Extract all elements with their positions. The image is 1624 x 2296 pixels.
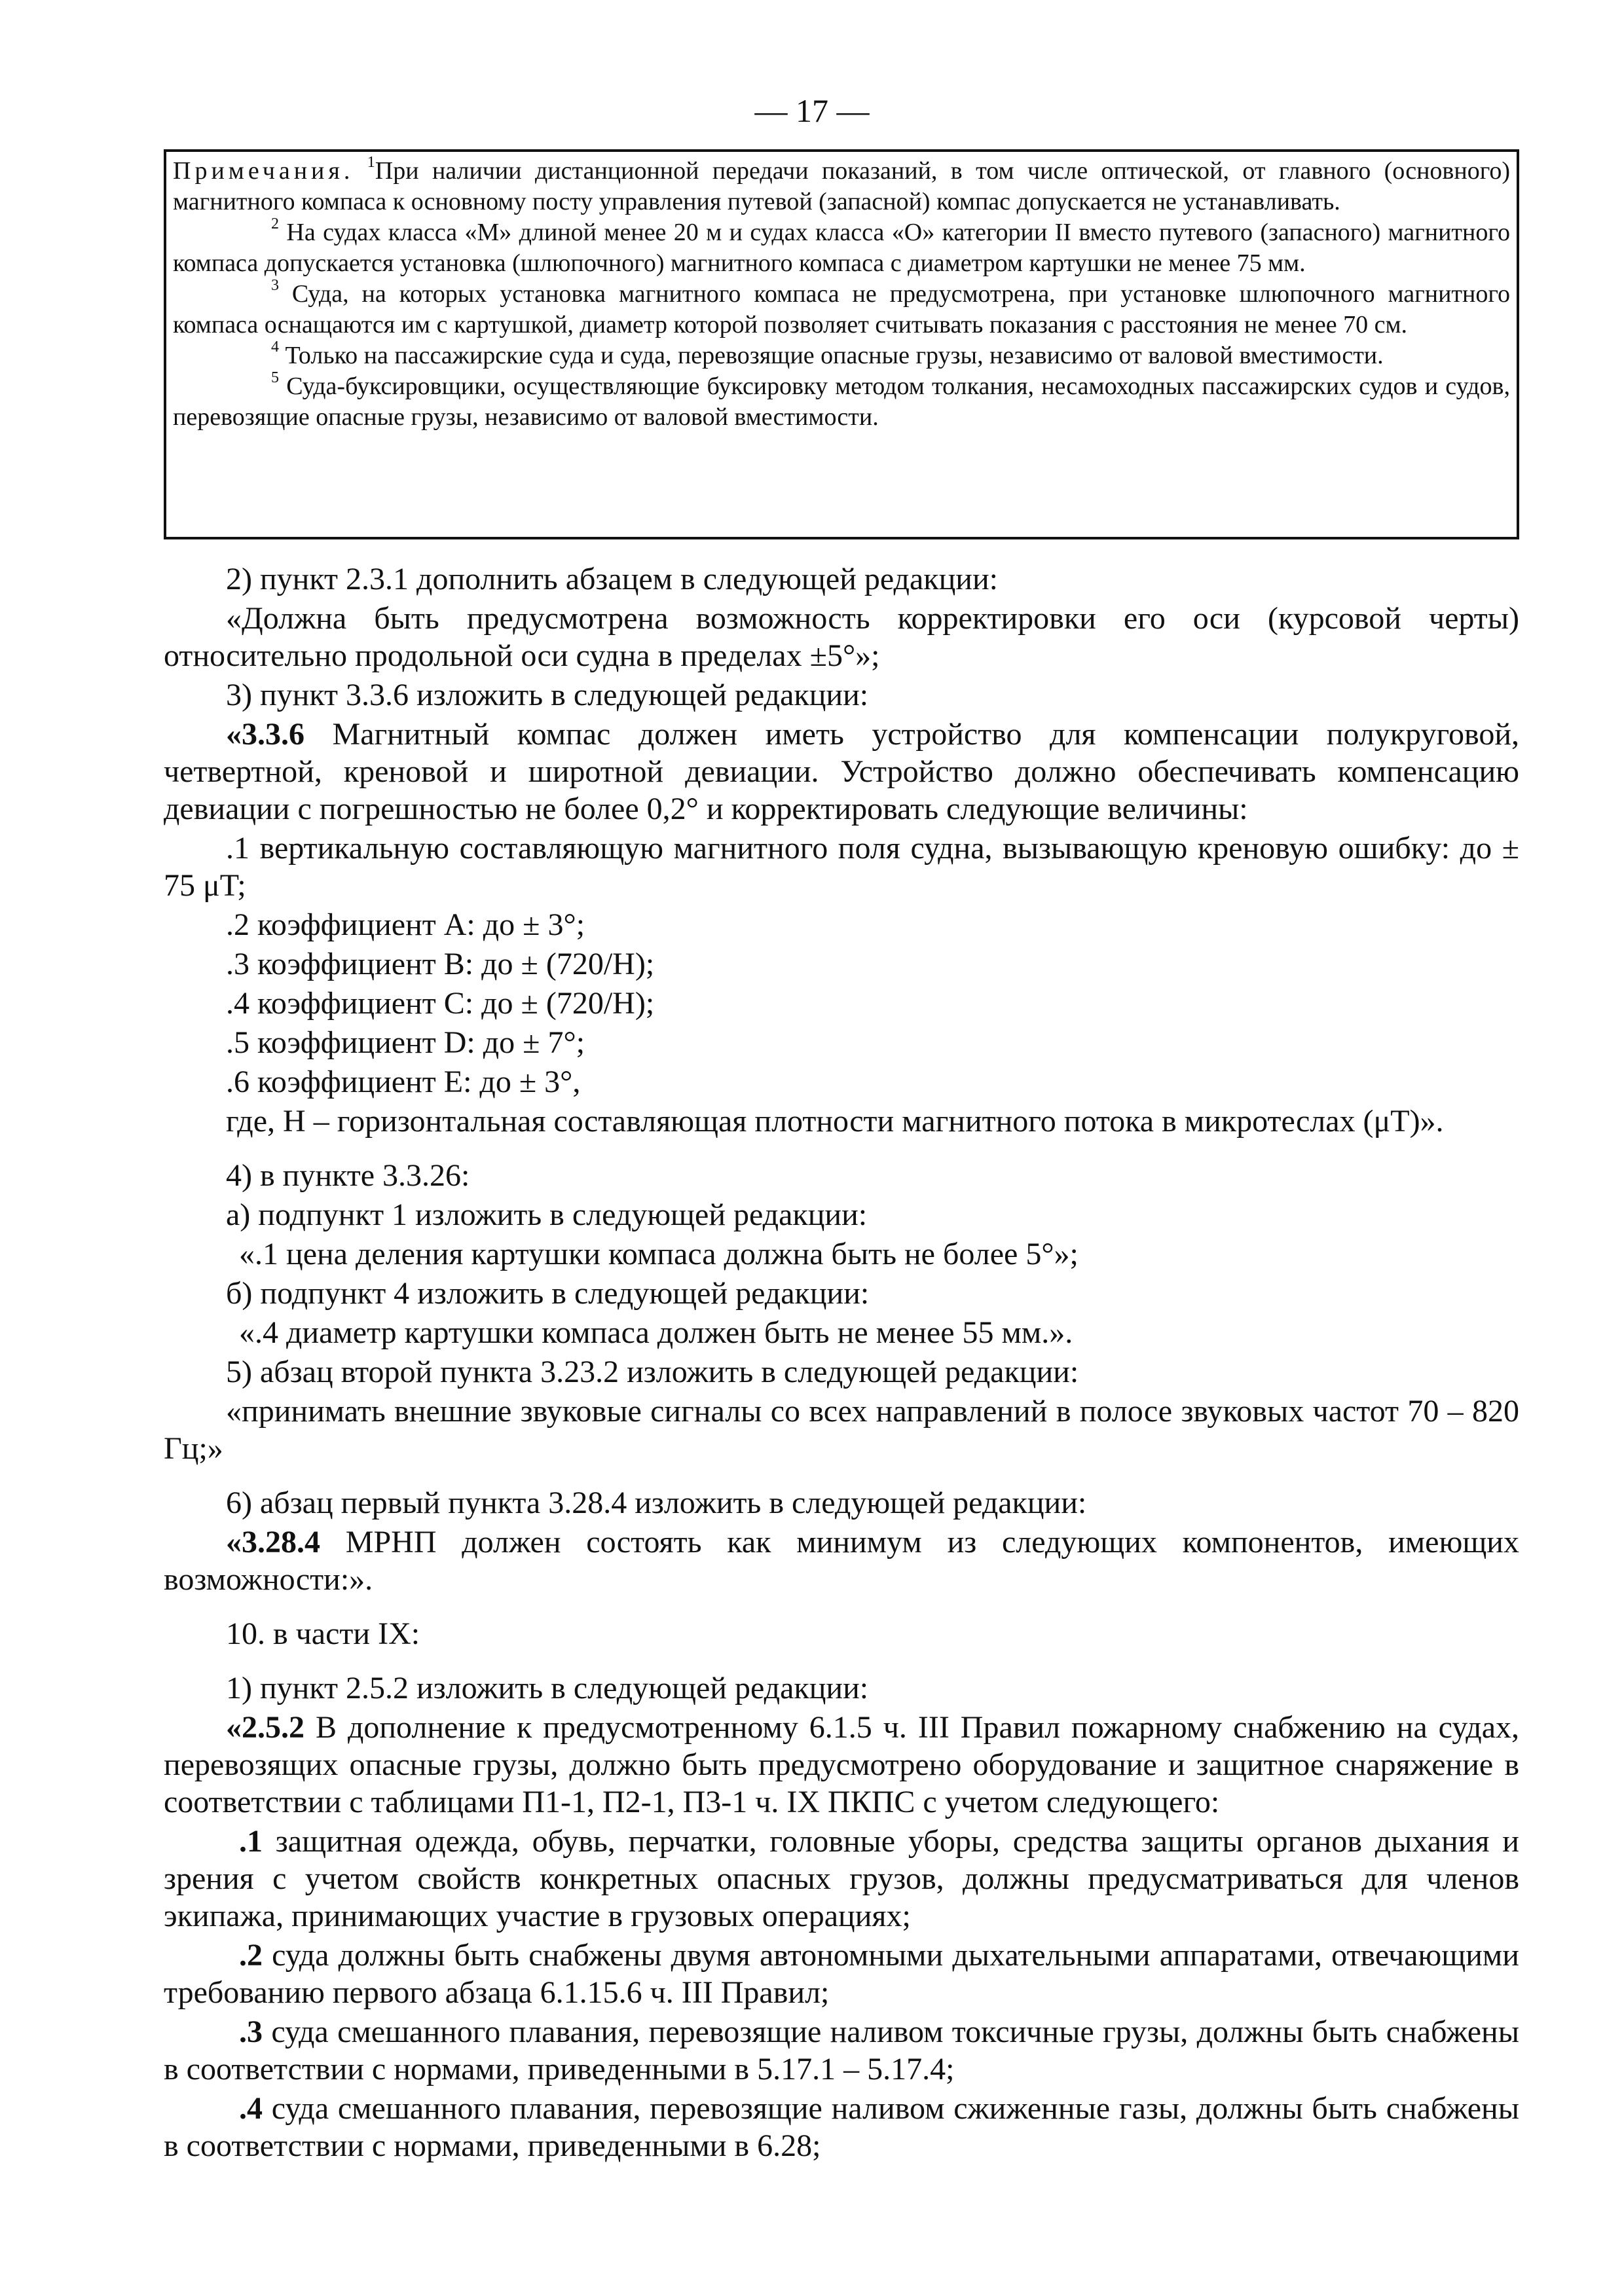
note-marker: 1 — [367, 154, 375, 171]
note-text: Суда, на которых установка магнитного компаса не предусмотрена, при установке шлюпочного магнитного компаса оснащаются им с картушкой, диаметр которой позволяет считывать показания с расстояния не менее 70 см. — [173, 280, 1510, 338]
list-item: .4 коэффициент С: до ± (720/Н); — [226, 986, 655, 1021]
paragraph: «.1 цена деления картушки компаса должна быть не более 5°»; — [239, 1237, 1079, 1271]
paragraph: б) подпункт 4 изложить в следующей редакции: — [226, 1276, 870, 1311]
list-item: .1 вертикальную составляющую магнитного поля судна, вызывающую креновую ошибку: до ± 75 μT; — [164, 831, 1519, 903]
paragraph — [164, 1709, 1519, 1821]
list-item — [164, 2090, 1519, 2164]
paragraph: 1) пункт 2.5.2 изложить в следующей редакции: — [226, 1671, 869, 1705]
item-number: .3 — [239, 2014, 263, 2049]
item-number: .4 — [239, 2091, 263, 2126]
paragraph: 2) пункт 2.3.1 дополнить абзацем в следующей редакции: — [226, 562, 998, 596]
list-item — [164, 2013, 1519, 2088]
item-text: суда должны быть снабжены двумя автономными дыхательными аппаратами, отвечающими требованию первого абзаца 6.1.15.6 ч. III Правил; — [164, 1938, 1519, 2010]
list-item: .3 коэффициент В: до ± (720/Н); — [226, 947, 655, 981]
section-heading: 10. в части IX: — [226, 1616, 420, 1651]
paragraph: «принимать внешние звуковые сигналы со всех направлений в полосе звуковых частот 70 – 820 Гц;» — [164, 1394, 1519, 1466]
note-text: Суда-буксировщики, осуществляющие буксировку методом толкания, несамоходных пассажирских судов и судов, перевозящие опасные грузы, независимо от валовой вместимости. — [173, 373, 1511, 431]
note-4 — [173, 340, 1510, 371]
list-item: .5 коэффициент D: до ± 7°; — [226, 1025, 585, 1060]
paragraph: «Должна быть предусмотрена возможность корректировки его оси (курсовой черты) относительно продольной оси судна в пределах ±5°»; — [164, 601, 1519, 673]
notes-box — [164, 149, 1519, 539]
note-2 — [173, 217, 1510, 279]
note-5 — [173, 371, 1510, 433]
page-number: — 17 — — [754, 92, 870, 129]
paragraph — [164, 1523, 1519, 1598]
paragraph: 6) абзац первый пункта 3.28.4 изложить в следующей редакции: — [226, 1485, 1087, 1520]
note-marker: 2 — [271, 215, 279, 232]
paragraph: 3) пункт 3.3.6 изложить в следующей редакции: — [226, 678, 869, 712]
note-text: Только на пассажирские суда и суда, перевозящие опасные грузы, независимо от валовой вместимости. — [285, 342, 1384, 369]
note-text: На судах класса «М» длиной менее 20 м и судах класса «О» категории II вместо путевого (запасного) магнитного компаса допускается установка (шлюпочного) магнитного компаса с диаметром картушки не менее 75 мм. — [173, 219, 1510, 277]
clause-number: «2.5.2 — [226, 1710, 304, 1745]
item-text: защитная одежда, обувь, перчатки, головные уборы, средства защиты органов дыхания и зрения с учетом свойств конкретных опасных грузов, должны предусматриваться для членов экипажа, принимающих участие в грузовых операциях; — [164, 1824, 1519, 1933]
notes-heading: Примечания. — [173, 157, 354, 185]
list-item — [164, 1823, 1519, 1935]
paragraph: 5) абзац второй пункта 3.23.2 изложить в следующей редакции: — [226, 1355, 1079, 1389]
paragraph: 4) в пункте 3.3.26: — [226, 1158, 470, 1193]
item-text: суда смешанного плавания, перевозящие наливом сжиженные газы, должны быть снабжены в соответствии с нормами, приведенными в 6.28; — [164, 2091, 1519, 2163]
item-text: суда смешанного плавания, перевозящие наливом токсичные грузы, должны быть снабжены в соответствии с нормами, приведенными в 5.17.1 – 5.17.4; — [164, 2014, 1519, 2086]
item-number: .2 — [239, 1938, 263, 1973]
paragraph-text: МРНП должен состоять как минимум из следующих компонентов, имеющих возможности:». — [164, 1525, 1519, 1597]
body-text — [164, 560, 1519, 2166]
note-marker: 5 — [271, 369, 279, 386]
clause-number: «3.28.4 — [226, 1525, 320, 1559]
list-item: где, Н – горизонтальная составляющая плотности магнитного потока в микротеслах (μT)». — [226, 1104, 1444, 1139]
list-item: .6 коэффициент Е: до ± 3°, — [226, 1065, 581, 1099]
list-item — [164, 1937, 1519, 2011]
note-text: При наличии дистанционной передачи показаний, в том числе оптической, от главного (основного) магнитного компаса к основному посту управления путевой (запасной) компас допускается не устанавливать. — [173, 157, 1511, 215]
paragraph: «.4 диаметр картушки компаса должен быть не менее 55 мм.». — [239, 1315, 1073, 1350]
note-marker: 3 — [271, 277, 279, 294]
paragraph — [164, 716, 1519, 828]
paragraph: а) подпункт 1 изложить в следующей редакции: — [226, 1197, 868, 1232]
note-1 — [173, 156, 1510, 217]
note-3 — [173, 279, 1510, 340]
list-item: .2 коэффициент А: до ± 3°; — [226, 907, 585, 942]
paragraph-text: Магнитный компас должен иметь устройство для компенсации полукруговой, четвертной, креновой и широтной девиации. Устройство должно обеспечивать компенсацию девиации с погрешностью не более 0,2° и корректировать следующие величины: — [164, 717, 1519, 826]
note-marker: 4 — [271, 338, 279, 355]
item-number: .1 — [239, 1824, 263, 1859]
paragraph-text: В дополнение к предусмотренному 6.1.5 ч. III Правил пожарному снабжению на судах, перевозящих опасные грузы, должно быть предусмотрено оборудование и защитное снаряжение в соответствии с таблицами П1-1, П2-1, П3-1 ч. IX ПКПС с учетом следующего: — [164, 1710, 1519, 1819]
clause-number: «3.3.6 — [226, 717, 304, 752]
